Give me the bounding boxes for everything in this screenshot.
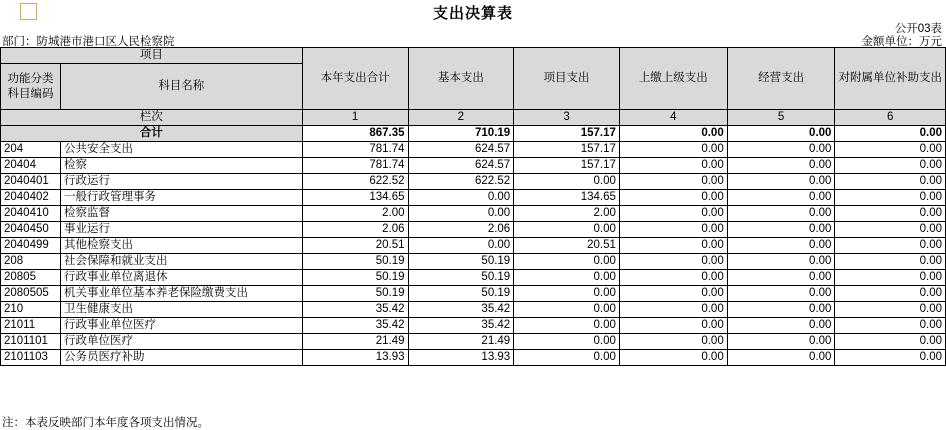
row-value-col-3: 0.00: [514, 222, 620, 238]
row-function-code: 2040410: [1, 206, 61, 222]
row-value-col-5: 0.00: [727, 254, 835, 270]
table-row: [1, 318, 946, 334]
header-function-code-line2: 科目编码: [7, 87, 54, 100]
header-operating-expenditure: 经营支出: [727, 48, 835, 110]
unit-note-label: 金额单位：万元: [861, 36, 942, 48]
page-title: 支出决算表: [432, 5, 513, 22]
row-value-col-2: 2.06: [408, 222, 514, 238]
row-value-col-3: 0.00: [514, 254, 620, 270]
row-value-col-4: 0.00: [619, 238, 727, 254]
row-value-col-5: 0.00: [727, 190, 835, 206]
column-number-4: 4: [619, 110, 727, 126]
row-function-code: 20404: [1, 158, 61, 174]
row-value-col-3: 0.00: [514, 174, 620, 190]
row-value-col-6: 0.00: [835, 302, 946, 318]
row-value-col-2: 35.42: [408, 318, 514, 334]
row-value-col-3: 134.65: [514, 190, 620, 206]
row-value-col-1: 622.52: [302, 174, 408, 190]
row-value-col-4: 0.00: [619, 334, 727, 350]
row-subject-name: 检察: [60, 158, 302, 174]
row-subject-name: 行政事业单位医疗: [60, 318, 302, 334]
header-function-code: [1, 64, 61, 110]
row-value-col-2: 622.52: [408, 174, 514, 190]
row-subject-name: 卫生健康支出: [60, 302, 302, 318]
table-row: [1, 222, 946, 238]
row-value-col-2: 35.42: [408, 302, 514, 318]
row-value-col-4: 0.00: [619, 254, 727, 270]
table-row: [1, 350, 946, 366]
row-value-col-5: 0.00: [727, 238, 835, 254]
group-header-project: 项目: [1, 48, 303, 64]
row-value-col-3: 157.17: [514, 142, 620, 158]
row-value-col-5: 0.00: [727, 302, 835, 318]
row-function-code: 2040450: [1, 222, 61, 238]
table-row: [1, 254, 946, 270]
table-row: [1, 270, 946, 286]
row-value-col-1: 21.49: [302, 334, 408, 350]
header-basic-expenditure: 基本支出: [408, 48, 514, 110]
row-value-col-1: 13.93: [302, 350, 408, 366]
row-value-col-5: 0.00: [727, 318, 835, 334]
table-row: [1, 334, 946, 350]
row-function-code: 2040402: [1, 190, 61, 206]
row-value-col-5: 0.00: [727, 142, 835, 158]
row-value-col-2: 0.00: [408, 238, 514, 254]
row-value-col-2: 13.93: [408, 350, 514, 366]
table-header-group-row: [1, 48, 946, 64]
row-subject-name: 公务员医疗补助: [60, 350, 302, 366]
row-value-col-6: 0.00: [835, 142, 946, 158]
row-value-col-1: 781.74: [302, 158, 408, 174]
row-value-col-3: 20.51: [514, 238, 620, 254]
row-value-col-3: 157.17: [514, 158, 620, 174]
row-value-col-1: 35.42: [302, 302, 408, 318]
row-value-col-1: 35.42: [302, 318, 408, 334]
row-value-col-5: 0.00: [727, 158, 835, 174]
table-body: [1, 142, 946, 366]
row-value-col-4: 0.00: [619, 222, 727, 238]
row-value-col-1: 781.74: [302, 142, 408, 158]
row-value-col-2: 50.19: [408, 270, 514, 286]
row-value-col-3: 2.00: [514, 206, 620, 222]
row-subject-name: 事业运行: [60, 222, 302, 238]
header-total-this-year: 本年支出合计: [302, 48, 408, 110]
row-value-col-1: 134.65: [302, 190, 408, 206]
row-function-code: 2080505: [1, 286, 61, 302]
row-value-col-6: 0.00: [835, 238, 946, 254]
row-value-col-6: 0.00: [835, 206, 946, 222]
row-value-col-6: 0.00: [835, 254, 946, 270]
row-value-col-6: 0.00: [835, 350, 946, 366]
total-col-6: 0.00: [835, 126, 946, 142]
row-value-col-6: 0.00: [835, 190, 946, 206]
row-value-col-4: 0.00: [619, 142, 727, 158]
row-value-col-6: 0.00: [835, 286, 946, 302]
row-value-col-6: 0.00: [835, 158, 946, 174]
column-number-5: 5: [727, 110, 835, 126]
row-function-code: 2040401: [1, 174, 61, 190]
department-label: 部门：防城港市港口区人民检察院: [2, 36, 175, 48]
row-subject-name: 行政事业单位离退休: [60, 270, 302, 286]
table-row: [1, 142, 946, 158]
total-label: 合计: [1, 126, 303, 142]
row-subject-name: 公共安全支出: [60, 142, 302, 158]
row-subject-name: 一般行政管理事务: [60, 190, 302, 206]
row-function-code: 2101101: [1, 334, 61, 350]
row-value-col-4: 0.00: [619, 190, 727, 206]
table-row: [1, 302, 946, 318]
row-function-code: 21011: [1, 318, 61, 334]
column-number-1: 1: [302, 110, 408, 126]
row-value-col-4: 0.00: [619, 350, 727, 366]
table-row: [1, 158, 946, 174]
column-index-row: [1, 110, 946, 126]
row-value-col-2: 624.57: [408, 142, 514, 158]
row-value-col-3: 0.00: [514, 318, 620, 334]
row-value-col-5: 0.00: [727, 174, 835, 190]
total-row: [1, 126, 946, 142]
row-value-col-3: 0.00: [514, 334, 620, 350]
header-subsidy-to-affiliated-units: 对附属单位补助支出: [835, 48, 946, 110]
row-value-col-1: 50.19: [302, 254, 408, 270]
header-upper-level-payment: 上缴上级支出: [619, 48, 727, 110]
row-value-col-1: 2.00: [302, 206, 408, 222]
row-function-code: 20805: [1, 270, 61, 286]
row-subject-name: 机关事业单位基本养老保险缴费支出: [60, 286, 302, 302]
column-number-3: 3: [514, 110, 620, 126]
row-value-col-6: 0.00: [835, 222, 946, 238]
footnote: 注：本表反映部门本年度各项支出情况。: [2, 417, 209, 429]
row-value-col-5: 0.00: [727, 334, 835, 350]
row-value-col-3: 0.00: [514, 286, 620, 302]
row-function-code: 2040499: [1, 238, 61, 254]
total-col-5: 0.00: [727, 126, 835, 142]
row-value-col-2: 21.49: [408, 334, 514, 350]
row-subject-name: 行政单位医疗: [60, 334, 302, 350]
row-value-col-4: 0.00: [619, 174, 727, 190]
table-row: [1, 190, 946, 206]
table-row: [1, 286, 946, 302]
total-col-3: 157.17: [514, 126, 620, 142]
table-row: [1, 238, 946, 254]
row-value-col-2: 50.19: [408, 254, 514, 270]
header-function-code-line1: 功能分类: [7, 72, 54, 85]
row-value-col-4: 0.00: [619, 206, 727, 222]
row-subject-name: 检察监督: [60, 206, 302, 222]
row-subject-name: 其他检察支出: [60, 238, 302, 254]
row-value-col-3: 0.00: [514, 302, 620, 318]
row-value-col-5: 0.00: [727, 206, 835, 222]
column-number-2: 2: [408, 110, 514, 126]
row-value-col-6: 0.00: [835, 270, 946, 286]
row-value-col-5: 0.00: [727, 286, 835, 302]
row-value-col-4: 0.00: [619, 270, 727, 286]
row-value-col-4: 0.00: [619, 318, 727, 334]
row-value-col-2: 0.00: [408, 206, 514, 222]
row-value-col-1: 2.06: [302, 222, 408, 238]
total-col-2: 710.19: [408, 126, 514, 142]
row-value-col-6: 0.00: [835, 318, 946, 334]
row-function-code: 204: [1, 142, 61, 158]
row-value-col-4: 0.00: [619, 286, 727, 302]
form-code-label: 公开03表: [894, 23, 942, 35]
header-project-expenditure: 项目支出: [514, 48, 620, 110]
table-row: [1, 206, 946, 222]
row-function-code: 208: [1, 254, 61, 270]
row-value-col-2: 50.19: [408, 286, 514, 302]
row-value-col-4: 0.00: [619, 302, 727, 318]
row-value-col-5: 0.00: [727, 350, 835, 366]
row-function-code: 2101103: [1, 350, 61, 366]
column-number-6: 6: [835, 110, 946, 126]
row-value-col-1: 50.19: [302, 270, 408, 286]
row-value-col-5: 0.00: [727, 222, 835, 238]
row-value-col-6: 0.00: [835, 174, 946, 190]
row-value-col-2: 624.57: [408, 158, 514, 174]
column-index-label: 栏次: [1, 110, 303, 126]
header-subject-name: 科目名称: [60, 64, 302, 110]
row-value-col-4: 0.00: [619, 158, 727, 174]
row-value-col-6: 0.00: [835, 334, 946, 350]
row-function-code: 210: [1, 302, 61, 318]
expenditure-table: [0, 47, 946, 366]
row-value-col-3: 0.00: [514, 270, 620, 286]
row-value-col-5: 0.00: [727, 270, 835, 286]
row-value-col-2: 0.00: [408, 190, 514, 206]
row-subject-name: 行政运行: [60, 174, 302, 190]
row-value-col-1: 50.19: [302, 286, 408, 302]
total-col-4: 0.00: [619, 126, 727, 142]
row-subject-name: 社会保障和就业支出: [60, 254, 302, 270]
row-value-col-1: 20.51: [302, 238, 408, 254]
table-row: [1, 174, 946, 190]
row-value-col-3: 0.00: [514, 350, 620, 366]
total-col-1: 867.35: [302, 126, 408, 142]
